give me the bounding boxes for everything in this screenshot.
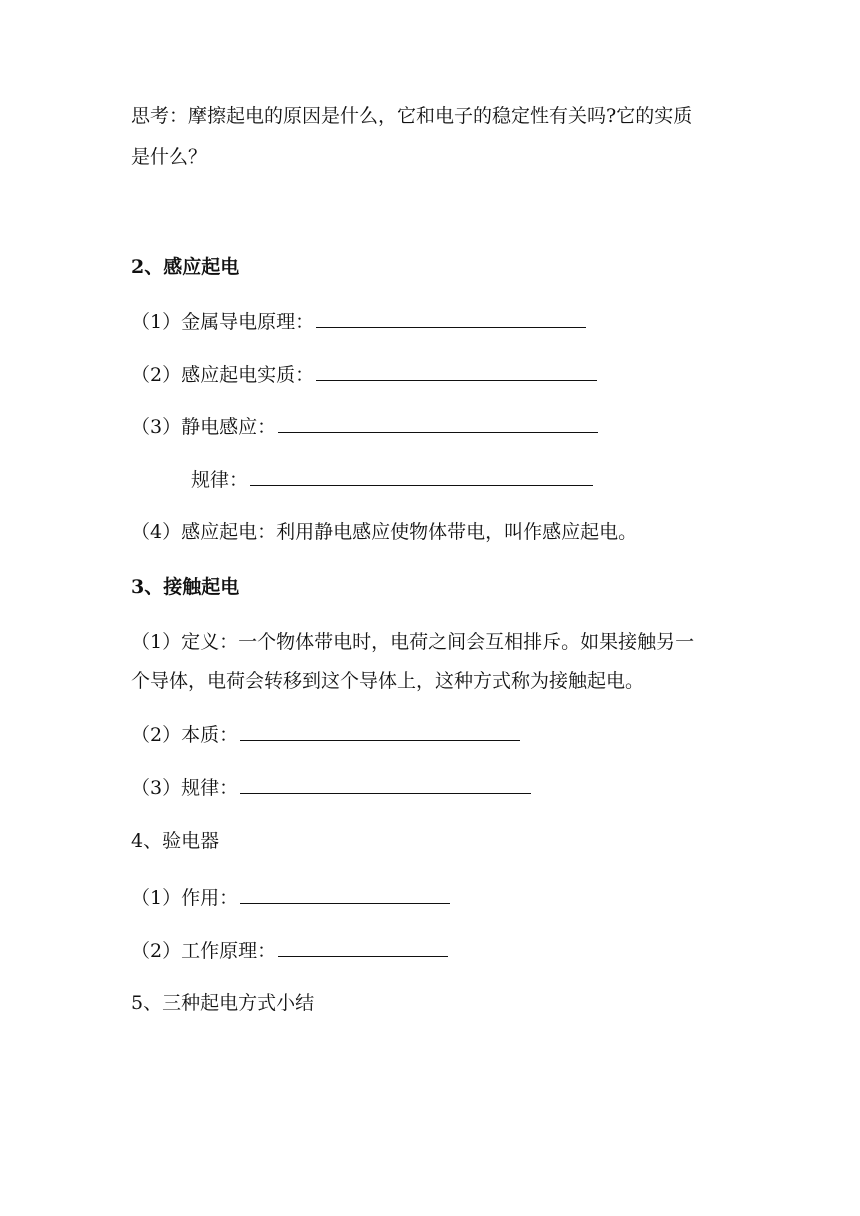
answer-blank[interactable] (278, 938, 448, 957)
section-3-title: 3、接触起电 (131, 576, 240, 598)
section-2-item-3-rule (191, 467, 593, 492)
section-3-item-3 (131, 775, 531, 800)
section-4-title: 4、验电器 (131, 830, 220, 852)
item-label: （1）作用： (131, 887, 239, 909)
section-3-item-1-line-2: 个导体，电荷会转移到这个导体上，这种方式称为接触起电。 (131, 670, 645, 692)
item-label: （2）感应起电实质： (131, 364, 315, 386)
section-2-item-1 (131, 309, 586, 334)
section-4-item-1 (131, 885, 450, 910)
item-label: （3）规律： (131, 777, 239, 799)
section-4-item-2 (131, 938, 448, 963)
think-line-1: 思考：摩擦起电的原因是什么，它和电子的稳定性有关吗?它的实质 (131, 105, 693, 127)
answer-blank[interactable] (240, 722, 520, 741)
answer-blank[interactable] (316, 309, 586, 328)
item-label: 规律： (191, 469, 249, 491)
section-3-item-2 (131, 722, 520, 747)
answer-blank[interactable] (240, 775, 531, 794)
answer-blank[interactable] (316, 362, 597, 381)
section-3-item-1-line-1: （1）定义：一个物体带电时，电荷之间会互相排斥。如果接触另一 (131, 631, 695, 653)
answer-blank[interactable] (250, 467, 593, 486)
answer-blank[interactable] (240, 885, 450, 904)
item-label: （2）本质： (131, 724, 239, 746)
item-label: （2）工作原理： (131, 940, 277, 962)
item-label: （3）静电感应： (131, 416, 277, 438)
section-2-item-2 (131, 362, 597, 387)
section-2-title: 2、感应起电 (131, 256, 240, 278)
think-line-2: 是什么？ (131, 146, 208, 168)
section-5-title: 5、三种起电方式小结 (131, 992, 315, 1014)
section-2-item-3 (131, 414, 598, 439)
item-label: （1）金属导电原理： (131, 311, 315, 333)
section-2-item-4: （4）感应起电：利用静电感应使物体带电，叫作感应起电。 (131, 521, 638, 543)
answer-blank[interactable] (278, 414, 598, 433)
